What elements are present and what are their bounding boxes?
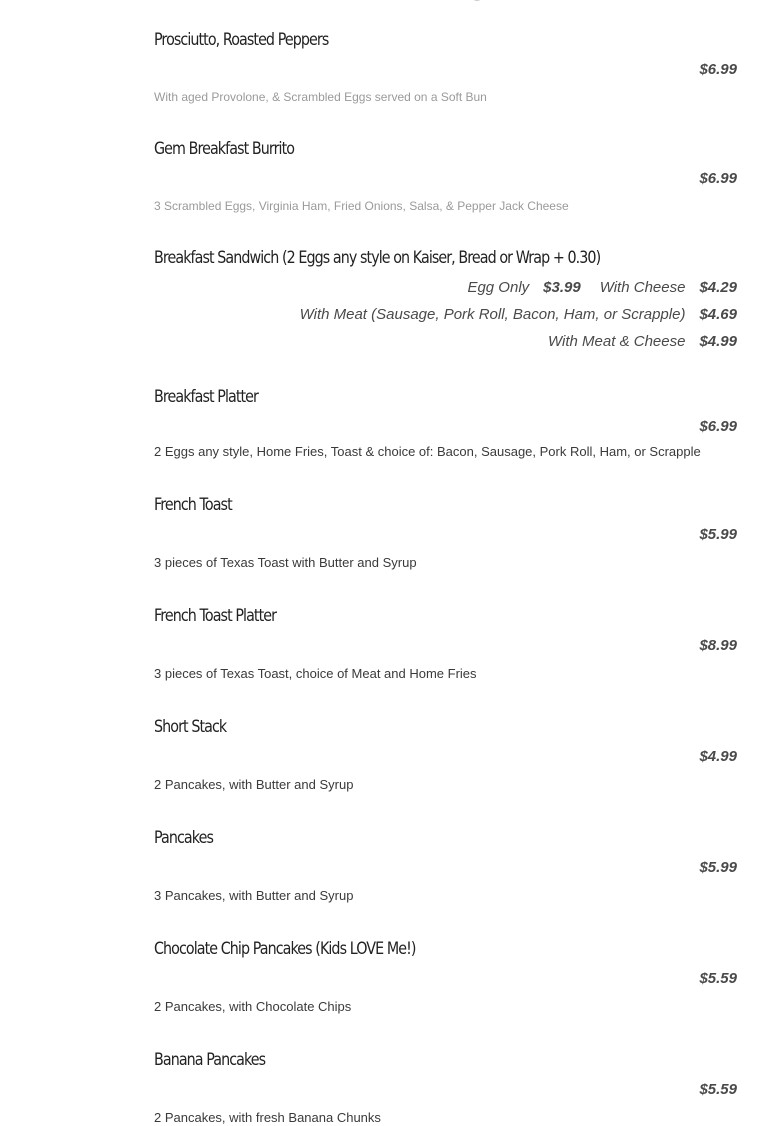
option-price: $4.29 (699, 279, 737, 296)
option-label: With Cheese (599, 279, 686, 296)
item-name: Prosciutto, Roasted Peppers (154, 30, 329, 50)
price-row-meat-cheese (548, 333, 737, 351)
option-price: $4.99 (699, 333, 737, 350)
item-description: 3 pieces of Texas Toast with Butter and Syrup (154, 555, 417, 570)
item-description: 3 Pancakes, with Butter and Syrup (154, 888, 354, 903)
item-price: $6.99 (699, 170, 737, 187)
item-price: $5.59 (699, 1081, 737, 1098)
item-price: $5.99 (699, 526, 737, 543)
item-price: $5.59 (699, 970, 737, 987)
item-description: 2 Pancakes, with Butter and Syrup (154, 777, 354, 792)
item-price: $6.99 (699, 61, 737, 78)
item-description: 2 Pancakes, with fresh Banana Chunks (154, 1110, 381, 1125)
price-row-egg-cheese (467, 279, 737, 297)
item-price: $4.99 (699, 748, 737, 765)
item-price: $8.99 (699, 637, 737, 654)
item-price: $6.99 (699, 418, 737, 435)
option-price: $3.99 (543, 279, 581, 296)
item-description: 2 Pancakes, with Chocolate Chips (154, 999, 352, 1014)
item-name: French Toast (154, 495, 232, 515)
item-name: Breakfast Sandwich (2 Eggs any style on Kaiser, Bread or Wrap + 0.30) (154, 248, 601, 268)
item-name: French Toast Platter (154, 606, 277, 626)
top-partial-mark (474, 0, 480, 1)
item-description: With aged Provolone, & Scrambled Eggs served on a Soft Bun (154, 90, 487, 104)
item-name: Chocolate Chip Pancakes (Kids LOVE Me!) (154, 939, 416, 959)
price-row-with-meat (300, 306, 737, 324)
item-name: Banana Pancakes (154, 1050, 266, 1070)
item-description: 2 Eggs any style, Home Fries, Toast & choice of: Bacon, Sausage, Pork Roll, Ham, or Scrapple (154, 444, 701, 459)
option-label: Egg Only (467, 279, 530, 296)
option-price: $4.69 (699, 306, 737, 323)
option-label: With Meat & Cheese (548, 333, 686, 350)
item-description: 3 pieces of Texas Toast, choice of Meat and Home Fries (154, 666, 477, 681)
item-name: Short Stack (154, 717, 227, 737)
item-name: Breakfast Platter (154, 387, 259, 407)
option-label: With Meat (Sausage, Pork Roll, Bacon, Ham, or Scrapple) (299, 306, 686, 323)
item-price: $5.99 (699, 859, 737, 876)
item-name: Pancakes (154, 828, 213, 848)
item-name: Gem Breakfast Burrito (154, 139, 295, 159)
item-description: 3 Scrambled Eggs, Virginia Ham, Fried Onions, Salsa, & Pepper Jack Cheese (154, 199, 569, 213)
